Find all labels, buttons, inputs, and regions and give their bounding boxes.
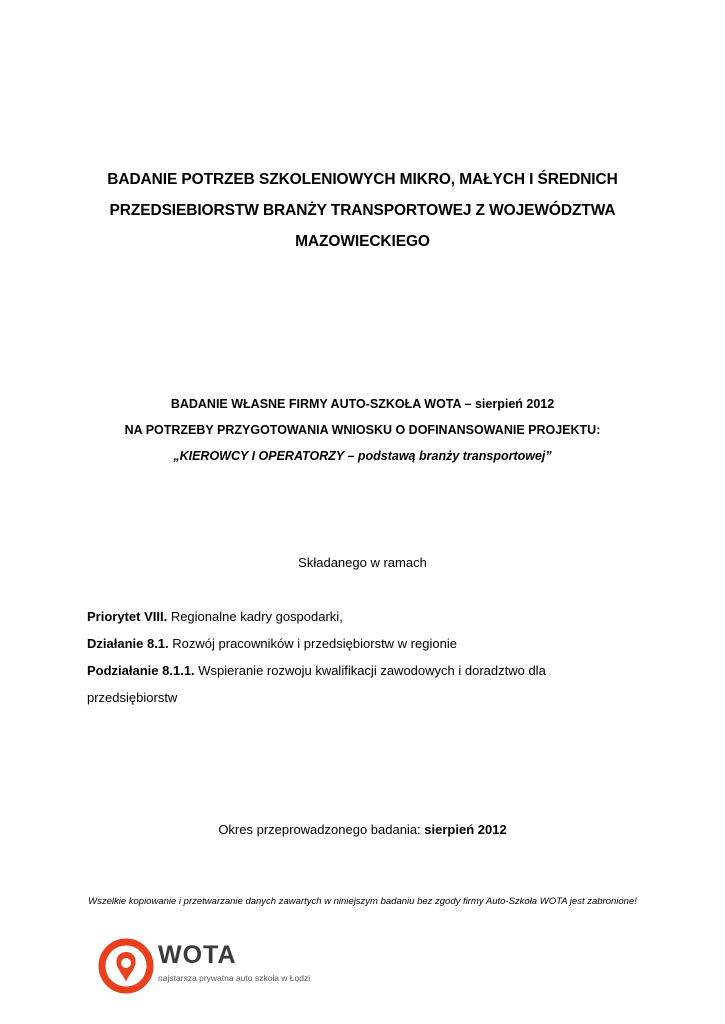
- study-line-1: BADANIE WŁASNE FIRMY AUTO-SZKOŁA WOTA – sierpień 2012: [170, 397, 555, 411]
- wota-logo-icon: [98, 938, 154, 994]
- program-info: [87, 603, 647, 711]
- action-text: Rozwój pracowników i przedsiębiorstw w regionie: [168, 636, 457, 651]
- subaction-text: Wspieranie rozwoju kwalifikacji zawodowych i doradztwo dla: [194, 663, 546, 678]
- study-line-2: NA POTRZEBY PRZYGOTOWANIA WNIOSKU O DOFINANSOWANIE PROJEKTU:: [124, 423, 601, 437]
- wota-logo: [98, 938, 358, 998]
- title-line-3: MAZOWIECKIEGO: [295, 233, 430, 250]
- logo-tagline: najstarsza prywatna auto szkoła w Łodzi: [158, 973, 311, 983]
- action-line: [87, 630, 647, 657]
- action-label: Działanie 8.1.: [87, 636, 169, 651]
- priority-line: [87, 603, 647, 630]
- priority-label: Priorytet VIII.: [87, 609, 168, 624]
- logo-name: WOTA: [158, 941, 237, 969]
- study-period: [0, 820, 725, 840]
- period-label: Okres przeprowadzonego badania:: [218, 822, 425, 837]
- title-line-2: PRZEDSIEBIORSTW BRANŻY TRANSPORTOWEJ Z WOJEWÓDZTWA: [109, 202, 616, 219]
- project-name: „KIEROWCY I OPERATORZY – podstawą branży transportowej”: [173, 449, 552, 463]
- priority-text: Regionalne kadry gospodarki,: [167, 609, 343, 624]
- subaction-line-2: przedsiębiorstw: [87, 690, 178, 705]
- title-line-1: BADANIE POTRZEB SZKOLENIOWYCH MIKRO, MAŁYCH I ŚREDNICH: [107, 171, 618, 188]
- period-value: sierpień 2012: [424, 822, 507, 837]
- subaction-label: Podziałanie 8.1.1.: [87, 663, 195, 678]
- submitted-under: Składanego w ramach: [298, 555, 427, 570]
- study-info: [0, 391, 725, 469]
- subaction-line: [87, 657, 647, 684]
- copyright-disclaimer: Wszelkie kopiowanie i przetwarzanie danych zawartych w niniejszym badaniu bez zgody firmy Auto-Szkoła WOTA jest zabronione!: [88, 896, 637, 907]
- document-title: [0, 164, 725, 257]
